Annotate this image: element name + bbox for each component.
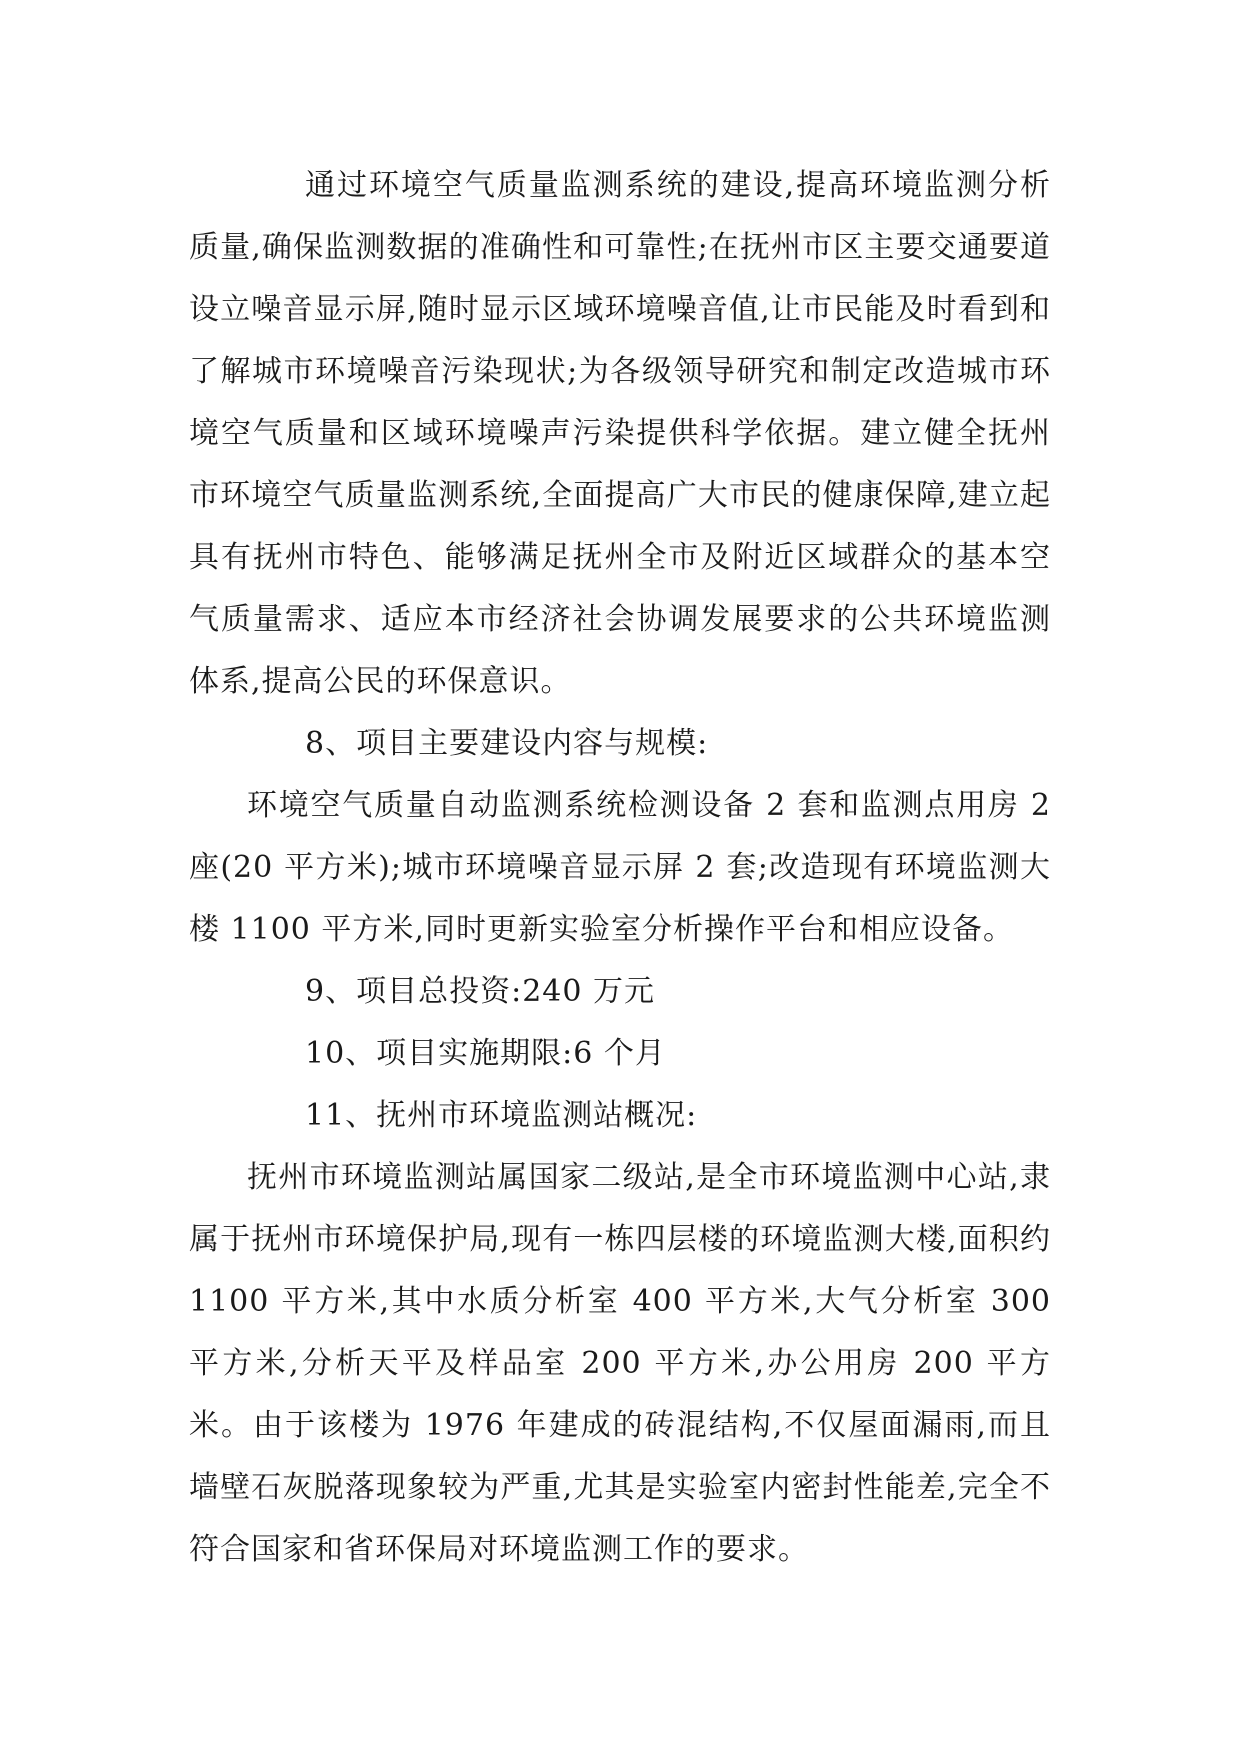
heading-construction-content: 8、项目主要建设内容与规模: — [305, 726, 709, 761]
document-body — [189, 155, 1051, 1581]
heading-station-overview: 11、抚州市环境监测站概况: — [305, 1098, 698, 1133]
heading-implementation-period: 10、项目实施期限:6 个月 — [305, 1036, 666, 1071]
heading-total-investment: 9、项目总投资:240 万元 — [305, 974, 655, 1009]
paragraph-station-overview: 抚州市环境监测站属国家二级站,是全市环境监测中心站,隶属于抚州市环境保护局,现有一栋四层楼的环境监测大楼,面积约 1100 平方米,其中水质分析室 400 平方米,大气分析室 300 平方米,分析天平及样品室 200 平方米,办公用房 200 平方米。由于该楼为 1976 年建成的砖混结构,不仅屋面漏雨,而且墙壁石灰脱落现象较为严重,尤其是实验室内密封性能差,完全不符合国家和省环保局对环境监测工作的要求。 — [189, 1160, 1051, 1567]
paragraph-construction-content: 环境空气质量自动监测系统检测设备 2 套和监测点用房 2 座(20 平方米);城市环境噪音显示屏 2 套;改造现有环境监测大楼 1100 平方米,同时更新实验室分析操作平台和相应设备。 — [189, 788, 1051, 947]
paragraph-project-goals: 通过环境空气质量监测系统的建设,提高环境监测分析质量,确保监测数据的准确性和可靠性;在抚州市区主要交通要道设立噪音显示屏,随时显示区域环境噪音值,让市民能及时看到和了解城市环境噪音污染现状;为各级领导研究和制定改造城市环境空气质量和区域环境噪声污染提供科学依据。建立健全抚州市环境空气质量监测系统,全面提高广大市民的健康保障,建立起具有抚州市特色、能够满足抚州全市及附近区域群众的基本空气质量需求、适应本市经济社会协调发展要求的公共环境监测体系,提高公民的环保意识。 — [189, 168, 1051, 699]
